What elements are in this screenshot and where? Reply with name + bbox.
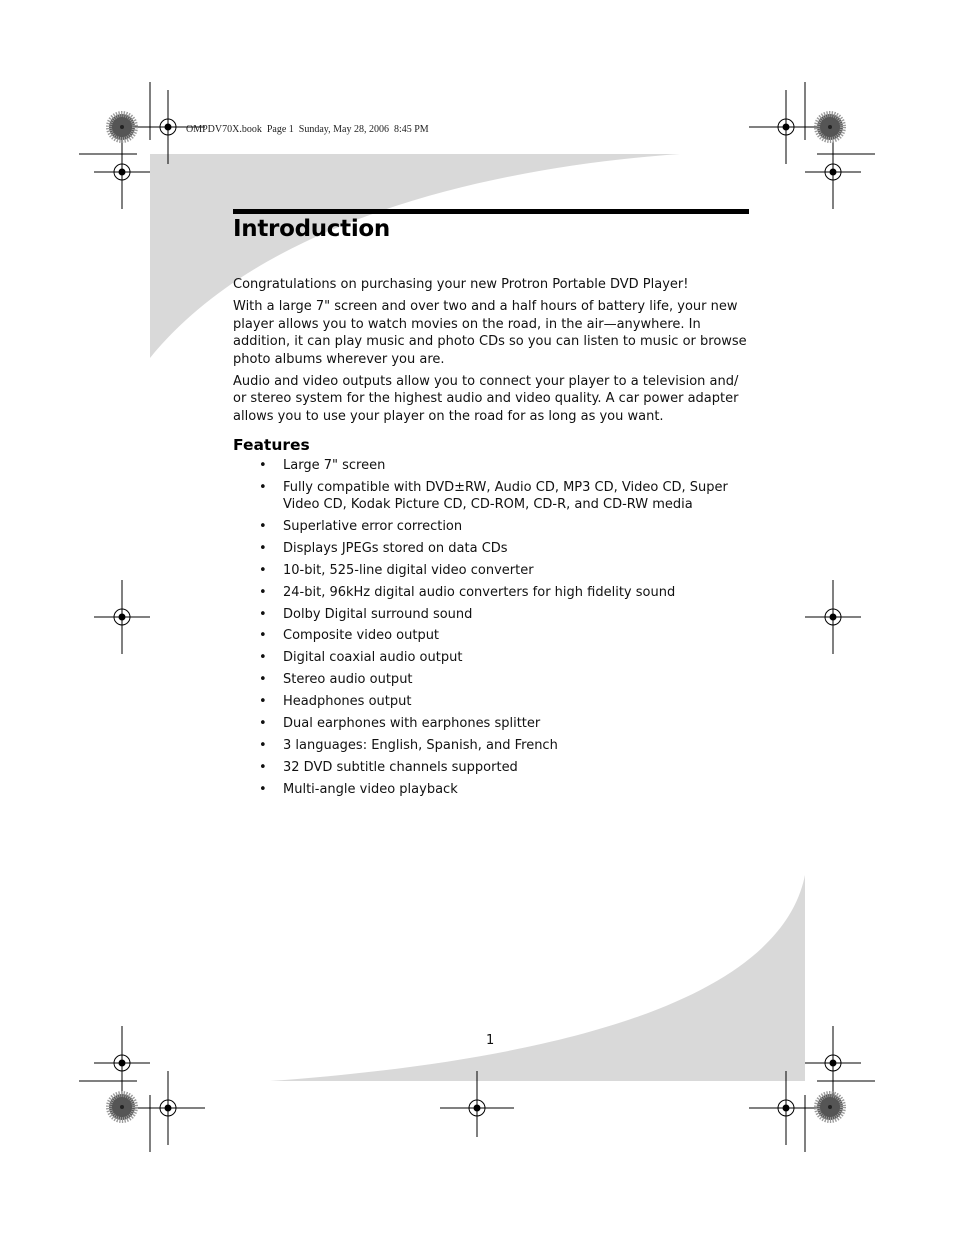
- starburst-mark: [817, 1094, 843, 1120]
- registration-mark: [94, 135, 150, 209]
- feature-text: Headphones output: [283, 694, 412, 710]
- page-title: Introduction: [233, 216, 390, 242]
- registration-mark: [805, 580, 861, 654]
- feature-item: [233, 649, 749, 666]
- feature-item: [233, 518, 749, 535]
- feature-item: [233, 562, 749, 579]
- bullet-icon: •: [259, 562, 267, 578]
- bullet-icon: •: [259, 628, 267, 644]
- feature-item: [233, 606, 749, 623]
- feature-text: Large 7" screen: [283, 457, 386, 473]
- intro-paragraph: With a large 7" screen and over two and a half hours of battery life, your new player allows you to watch movies on the road, in the air—anywhere. In addition, it can play music and photo CDs so you can listen to music or browse photo albums wherever you are.: [233, 299, 747, 367]
- bullet-icon: •: [259, 650, 267, 666]
- print-header: OMPDV70X.book Page 1 Sunday, May 28, 2006 8:45 PM: [186, 124, 429, 135]
- feature-item: [233, 584, 749, 601]
- starburst-mark: [109, 114, 135, 140]
- feature-text: Stereo audio output: [283, 672, 413, 688]
- feature-item: [233, 737, 749, 754]
- features-heading: Features: [233, 436, 310, 455]
- feature-text: 10-bit, 525-line digital video converter: [283, 562, 534, 578]
- feature-text: Displays JPEGs stored on data CDs: [283, 540, 508, 556]
- bullet-icon: •: [259, 694, 267, 710]
- bullet-icon: •: [259, 672, 267, 688]
- features-list: [233, 457, 749, 799]
- feature-text: Fully compatible with DVD±RW, Audio CD, MP3 CD, Video CD, Super Video CD, Kodak Picture CD, CD-ROM, CD-R, and CD-RW media: [283, 479, 728, 512]
- intro-paragraph: Congratulations on purchasing your new Protron Portable DVD Player!: [233, 277, 689, 292]
- feature-item: [233, 671, 749, 688]
- bullet-icon: •: [259, 518, 267, 534]
- registration-mark: [749, 1071, 823, 1145]
- feature-item: [233, 479, 749, 514]
- registration-mark: [94, 1026, 150, 1100]
- bullet-icon: •: [259, 606, 267, 622]
- feature-item: [233, 715, 749, 732]
- starburst-mark: [109, 1094, 135, 1120]
- bullet-icon: •: [259, 584, 267, 600]
- feature-item: [233, 457, 749, 474]
- feature-item: [233, 540, 749, 557]
- feature-text: 32 DVD subtitle channels supported: [283, 759, 518, 775]
- bullet-icon: •: [259, 737, 267, 753]
- bottom-swoosh: [270, 875, 805, 1081]
- page-number: 1: [486, 1033, 495, 1048]
- feature-text: Digital coaxial audio output: [283, 650, 463, 666]
- registration-mark: [131, 1071, 205, 1145]
- feature-text: 3 languages: English, Spanish, and French: [283, 737, 558, 753]
- feature-text: Composite video output: [283, 628, 440, 644]
- bullet-icon: •: [259, 457, 267, 473]
- title-rule: [233, 209, 749, 214]
- registration-mark: [805, 1026, 861, 1100]
- bullet-icon: •: [259, 759, 267, 775]
- feature-text: Dual earphones with earphones splitter: [283, 716, 541, 732]
- main-content: [233, 276, 749, 803]
- feature-item: [233, 693, 749, 710]
- feature-item: [233, 759, 749, 776]
- bullet-icon: •: [259, 540, 267, 556]
- registration-mark: [805, 135, 861, 209]
- intro-paragraph: Audio and video outputs allow you to connect your player to a television and/ or stereo system for the highest audio and video quality. A car power adapter allows you to use your player on the road for as long as you want.: [233, 374, 739, 424]
- bullet-icon: •: [259, 781, 267, 797]
- feature-text: Multi-angle video playback: [283, 781, 458, 797]
- feature-text: Dolby Digital surround sound: [283, 606, 473, 622]
- bullet-icon: •: [259, 479, 267, 495]
- registration-mark: [94, 580, 150, 654]
- feature-text: 24-bit, 96kHz digital audio converters for high fidelity sound: [283, 584, 676, 600]
- registration-mark: [749, 90, 823, 164]
- feature-text: Superlative error correction: [283, 518, 463, 534]
- starburst-mark: [817, 114, 843, 140]
- feature-item: [233, 627, 749, 644]
- feature-item: [233, 781, 749, 798]
- bullet-icon: •: [259, 716, 267, 732]
